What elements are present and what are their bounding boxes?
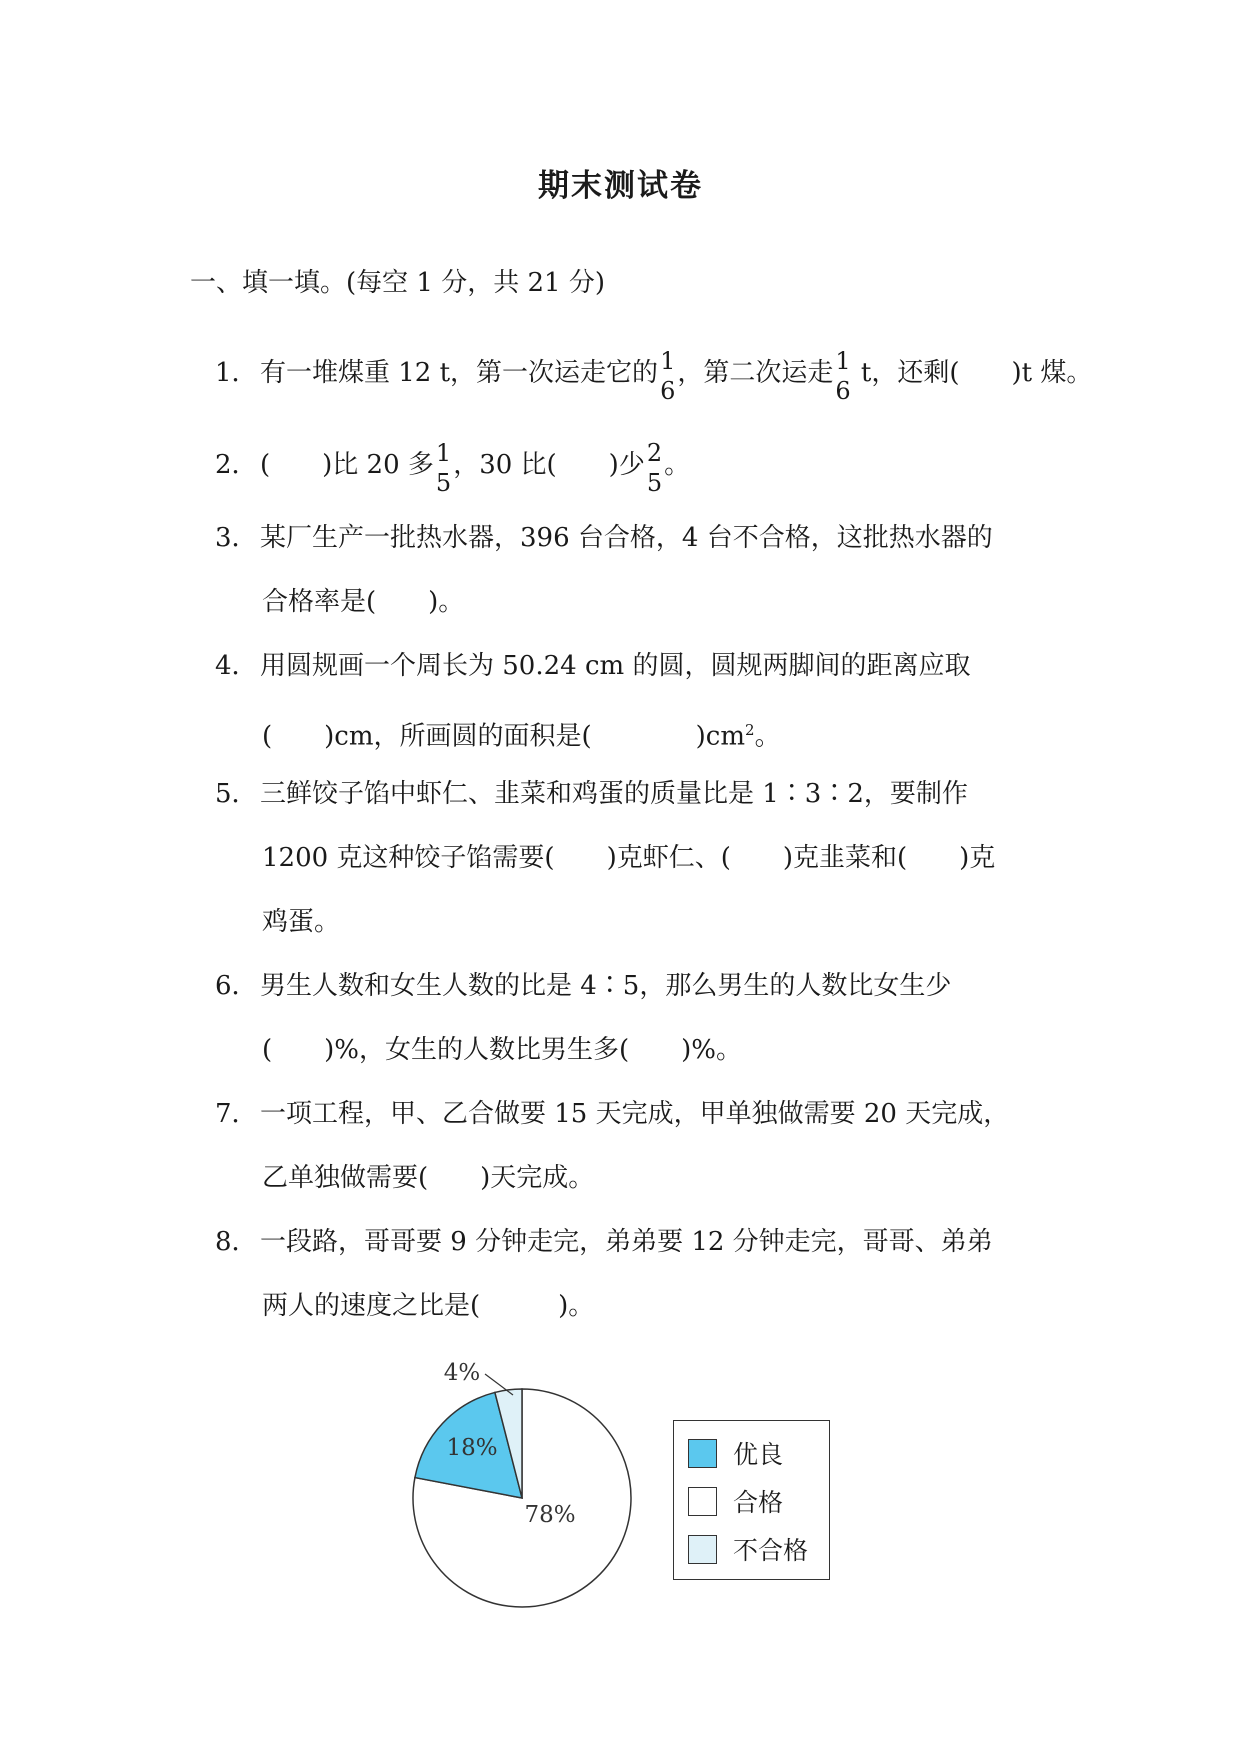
question-text: ( )cm，所画圆的面积是( )cm	[262, 721, 746, 752]
pie-label-excellent: 18%	[446, 1435, 498, 1461]
chart-legend	[673, 1420, 830, 1580]
numerator: 1	[835, 347, 851, 375]
question-text: 男生人数和女生人数的比是 4∶5，那么男生的人数比女生少	[260, 971, 952, 1001]
question-number: 3．	[215, 523, 258, 553]
legend-label: 合格	[733, 1488, 784, 1517]
question-4-continued	[262, 712, 781, 755]
question-2	[215, 436, 690, 496]
legend-item-pass	[688, 1483, 783, 1519]
question-number: 8．	[215, 1227, 258, 1257]
question-1	[215, 344, 1092, 404]
section-heading: 一、填一填。(每空 1 分，共 21 分)	[190, 268, 605, 298]
question-5-continued: 鸡蛋。	[262, 907, 341, 937]
fraction	[436, 438, 451, 498]
fraction	[660, 346, 675, 406]
question-text: ( )比 20 多	[260, 450, 434, 480]
question-4	[215, 648, 970, 684]
pie-label-fail: 4%	[443, 1360, 481, 1386]
question-text: ，30 比( )少	[453, 450, 645, 480]
question-text: t，还剩( )t 煤。	[852, 358, 1093, 388]
legend-swatch	[688, 1487, 717, 1516]
question-7-continued: 乙单独做需要( )天完成。	[262, 1163, 595, 1193]
page-title: 期末测试卷	[538, 168, 703, 204]
question-3-continued: 合格率是( )。	[262, 587, 465, 617]
denominator: 6	[660, 377, 676, 405]
pie-label-pass: 78%	[524, 1502, 576, 1528]
question-text: 有一堆煤重 12 t，第一次运走它的	[260, 358, 659, 388]
denominator: 5	[435, 469, 452, 497]
question-number: 2．	[215, 450, 258, 480]
legend-item-fail	[688, 1531, 808, 1567]
legend-item-excellent	[688, 1435, 783, 1471]
pie-chart	[405, 1350, 645, 1610]
question-6-continued: ( )%，女生的人数比男生多( )%。	[262, 1035, 742, 1065]
question-5	[215, 776, 968, 812]
numerator: 1	[435, 439, 452, 467]
question-text: 某厂生产一批热水器，396 台合格，4 台不合格，这批热水器的	[260, 523, 993, 553]
denominator: 6	[835, 377, 851, 405]
question-8-continued: 两人的速度之比是( )。	[262, 1291, 595, 1321]
legend-label: 优良	[733, 1440, 784, 1469]
legend-swatch	[688, 1439, 717, 1468]
question-text: ，第二次运走	[677, 358, 834, 388]
superscript: 2	[745, 721, 755, 739]
question-5-continued: 1200 克这种饺子馅需要( )克虾仁、( )克韭菜和( )克	[262, 843, 996, 873]
numerator: 2	[646, 439, 663, 467]
pie-slices	[413, 1389, 631, 1607]
question-number: 5．	[215, 779, 258, 809]
question-number: 7．	[215, 1099, 258, 1129]
question-8	[215, 1224, 993, 1260]
question-text: 一项工程，甲、乙合做要 15 天完成，甲单独做需要 20 天完成，	[260, 1099, 1010, 1129]
fraction	[835, 346, 850, 406]
fraction	[647, 438, 662, 498]
question-6	[215, 968, 951, 1004]
question-text: 三鲜饺子馅中虾仁、韭菜和鸡蛋的质量比是 1∶3∶2，要制作	[260, 779, 968, 809]
question-3	[215, 520, 993, 556]
legend-label: 不合格	[733, 1536, 809, 1565]
question-text: 用圆规画一个周长为 50.24 cm 的圆，圆规两脚间的距离应取	[260, 651, 971, 681]
question-text: 。	[664, 450, 691, 480]
question-text: 一段路，哥哥要 9 分钟走完，弟弟要 12 分钟走完，哥哥、弟弟	[260, 1227, 993, 1257]
question-number: 1．	[215, 358, 258, 388]
question-number: 6．	[215, 971, 258, 1001]
question-7	[215, 1096, 1009, 1132]
numerator: 1	[660, 347, 676, 375]
question-number: 4．	[215, 651, 258, 681]
question-text: 。	[754, 721, 781, 752]
denominator: 5	[646, 469, 663, 497]
legend-swatch	[688, 1535, 717, 1564]
